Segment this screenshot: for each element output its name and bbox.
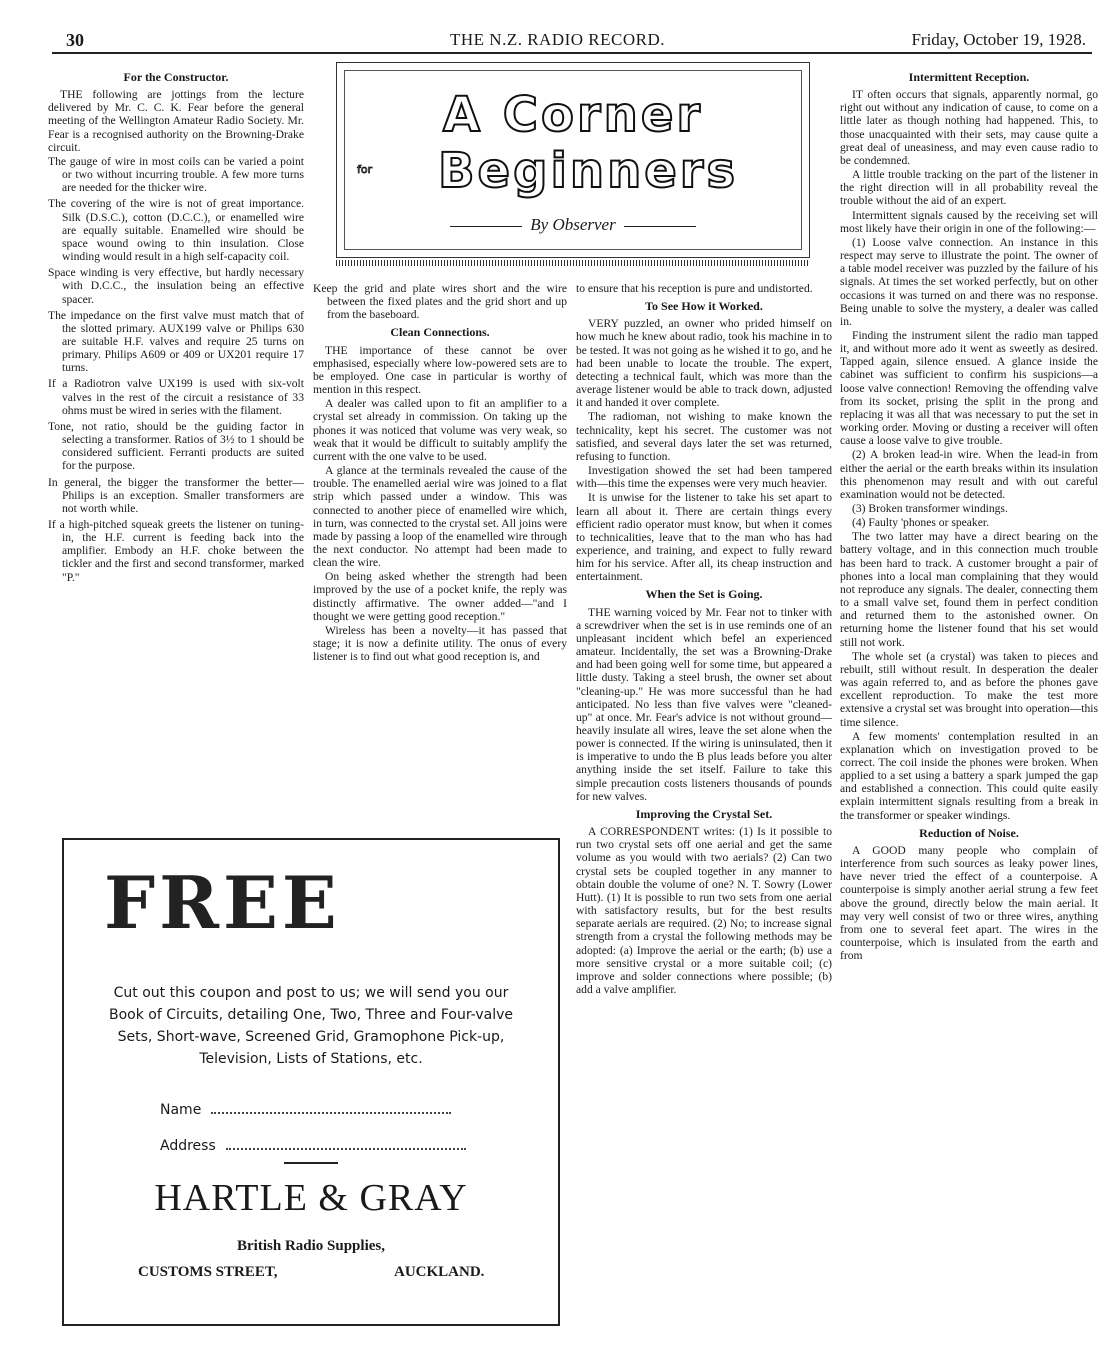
column-lead-text: to ensure that his reception is pure and undistorted. <box>576 282 813 295</box>
article-paragraph: The two latter may have a direct bearing on the battery voltage, and in this connection much trouble has been hard to track. A customer brought a pair of phones into a local man complaining that they would not reproduce any signals. The dealer, connecting them to a small valve set, found them in perfect condition and returned them to the astonished owner. On returning home the listener found that his set would still not work. <box>840 530 1098 649</box>
constructor-tip: The gauge of wire in most coils can be varied a point or two without incurring trouble. A few more turns are needed for the thicker wire. <box>48 154 304 195</box>
column-constructor <box>48 66 304 836</box>
column-lead-text: Keep the grid and plate wires short and the wire between the fixed plates and the grid short and up from the baseboard. <box>313 282 567 322</box>
article-paragraph: A dealer was called upon to fit an amplifier to a crystal set already in commission. On taking up the phones it was noticed that volume was very weak, so weak that it would be difficult to suitably amplify the current with the one valve to be used. <box>313 397 567 463</box>
article-paragraph: (4) Faulty 'phones or speaker. <box>852 516 989 530</box>
constructor-tip: The impedance on the first valve must match that of the slotted primary. AUX199 valve or Philips 630 are suitable H.F. valves and require 25 turns on primary. Philips A609 or 409 or UX201 require 17 turns. <box>48 308 304 375</box>
issue-date: Friday, October 19, 1928. <box>911 30 1086 49</box>
byline-rule-right <box>624 226 696 227</box>
section-heading-clean-connections: Clean Connections. <box>390 325 490 340</box>
article-paragraph: THE warning voiced by Mr. Fear not to tinker with a screwdriver when the set is in use reminds one of an unpleasant incident which befel an experienced amateur. Incidentally, the set was a Browning-Drake and had been going well for some time, but appeared a little dusty. Taking a steel brush, the owner set about "cleaning-up." He was more successful than he had anticipated. No less than five valves were "cleaned-up" at once. Mr. Fear's advice is not without ground—heavily insulate all wires, leave the set alone when the power is connected. If the wiring is uninsulated, then it is imperative to undo the B plus leads before you alter anything inside the set itself. Failure to take this simple precaution costs listeners thousands of pounds for new valves. <box>576 605 832 803</box>
section-heading-crystal-set: Improving the Crystal Set. <box>635 806 773 821</box>
constructor-tip: Space winding is very effective, but hardly necessary with D.C.C., the insulation being an effective spacer. <box>48 266 304 306</box>
feature-title-box <box>336 62 810 258</box>
section-heading-reduction-noise: Reduction of Noise. <box>919 825 1019 840</box>
free-coupon-advert <box>62 838 560 1326</box>
coupon-address-label: Address <box>160 1138 216 1154</box>
advert-company-name: HARTLE & GRAY <box>154 1177 468 1219</box>
article-paragraph: A GOOD many people who complain of interference from such sources as leaky power lines, have never tried the effect of a counterpoise. A counterpoise is simply another aerial strung a few feet above the ground, directly below the main aerial. It may very well consist of two or three wires, anything from one to several feet apart. The wires in the counterpoise, which is insulated from the earth and from <box>840 843 1098 963</box>
advert-tagline: British Radio Supplies, <box>237 1238 385 1254</box>
article-paragraph: (1) Loose valve connection. An instance in this respect may serve to illustrate the point. The owner of a table model receiver was puzzled by the failure of his signals. At times the set worked perfectly, but on other occasions it was turned on and there was no response. Being unable to solve the mystery, a dealer was called in. <box>840 235 1098 328</box>
publication-title: THE N.Z. RADIO RECORD. <box>450 30 665 49</box>
article-paragraph: (3) Broken transformer windings. <box>852 502 1008 515</box>
constructor-tip: Tone, not ratio, should be the guiding factor in selecting a transformer. Ratios of 3½ to 1 should be considered sufficient. Ferranti products are suited for the purpose. <box>48 419 304 473</box>
coupon-address-line <box>160 1138 466 1154</box>
page-number: 30 <box>66 30 84 50</box>
section-heading-how-it-worked: To See How it Worked. <box>645 299 763 314</box>
article-paragraph: IT often occurs that signals, apparently normal, go right out without any indication of cause, to come on a little later as though nothing had happened. This, to those unacquainted with their sets, may cause quite a great deal of uneasiness, and may even cause radio to be condemned. <box>840 88 1098 167</box>
advert-body: Cut out this coupon and post to us; we will send you our Book of Circuits, detailing One, Two, Three and Four-valve Sets, Short-wave, Screened Grid, Gramophone Pick-up, Television, Lists of Stations, etc. <box>108 985 514 1067</box>
column-how-it-worked <box>576 282 832 1322</box>
article-paragraph: Intermittent signals caused by the receiving set will most likely have their origin in one of the following:— <box>840 208 1098 235</box>
article-paragraph: A few moments' contemplation resulted in an explanation which on investigation proved to be correct. The coil inside the phones were broken. When applied to a set using a battery a spark jumped the gap and established a connection. This could quite easily explain intermittent signals resulting from a break in the transformer or speaker windings. <box>840 729 1098 822</box>
coupon-name-label: Name <box>160 1102 202 1118</box>
column-intermittent-reception <box>840 66 1098 1326</box>
constructor-tip: If a Radiotron valve UX199 is used with six-volt valves in the rest of the circuit a resistance of 33 ohms must be wired in series with the filament. <box>48 377 304 417</box>
header-rule <box>52 52 1092 54</box>
coupon-name-field[interactable] <box>211 1112 451 1114</box>
byline-rule-left <box>450 226 522 227</box>
constructor-intro: THE following are jottings from the lecture delivered by Mr. C. C. K. Fear before the general meeting of the Wellington Amateur Radio Society. Mr. Fear is a recognised authority on the Browning-Drake circuit. <box>48 88 304 154</box>
column-clean-connections <box>313 282 567 830</box>
article-paragraph: On being asked whether the strength had been improved by the use of a pocket knife, the reply was distinctly affirmative. The owner added—"and I thought we were getting good reception." <box>313 570 567 623</box>
page-header <box>60 30 1090 52</box>
article-paragraph: Investigation showed the set had been tampered with—this time the expenses were very much heavier. <box>576 464 832 491</box>
feature-title-line1: A Corner <box>442 87 704 143</box>
article-paragraph: THE importance of these cannot be over emphasised, especially where low-powered sets are to be employed. One case in particular is worthy of mention in this respect. <box>313 343 567 397</box>
feature-byline <box>337 215 809 235</box>
title-hatch-rule <box>336 260 810 266</box>
advert-street: CUSTOMS STREET, <box>138 1264 278 1280</box>
article-paragraph: The whole set (a crystal) was taken to pieces and rebuilt, still without result. In desperation the dealer was again referred to, and as before the phones gave excellent reproduction. To make the test more extensive a crystal set was brought into operation—this time silence. <box>840 649 1098 729</box>
article-paragraph: A CORRESPONDENT writes: (1) Is it possible to run two crystal sets off one aerial and get the same volume as you would with two aerials? (2) Can two crystal sets be coupled together in any manner to obtain double the volume of one? N. T. Sowry (Lower Hutt). (1) It is possible to run two sets from one aerial with satisfactory results, but for the best results separate aerials are required. (2) No; to increase signal strength from a crystal the following methods may be adopted: (a) Improve the aerial or the earth; (b) use a more sensitive crystal or a more suitable coil; (c) improve and solder connections where possible; (b) add a valve amplifier. <box>576 825 832 996</box>
advert-headline: FREE <box>104 860 341 945</box>
article-paragraph: A glance at the terminals revealed the cause of the trouble. The enamelled aerial wire was joined to a flat strip which passed under a window. This was connected to another piece of enamelled wire which, in turn, was connected to the crystal set. All joins were made by passing a loop of the enamelled wire through the next conductor. No attempt had been made to clean the wire. <box>313 464 567 570</box>
advert-city: AUCKLAND. <box>394 1264 485 1280</box>
feature-title-line2: Beginners <box>437 143 739 199</box>
article-paragraph: A little trouble tracking on the part of the listener in the right direction will in all probability reveal the trouble without the aid of an expert. <box>840 168 1098 208</box>
feature-title-for: for <box>357 163 373 176</box>
article-paragraph: It is unwise for the listener to take his set apart to learn all about it. There are certain things every efficient radio operator must know, but when it comes to technicalities, leave that to the man who has had experience, and training, and expect to fully reward him for his service. After all, its cheap instruction and entertainment. <box>576 491 832 584</box>
constructor-tip: In general, the bigger the transformer the better—Philips is an exception. Smaller transformers are not worth while. <box>48 475 304 515</box>
article-paragraph: The radioman, not wishing to make known the technicality, kept his secret. The customer was not satisfied, and several days later the set was returned, refusing to function. <box>576 410 832 463</box>
article-paragraph: Wireless has been a novelty—it has passed that stage; it is now a definite utility. The onus of every listener is to find out what good reception is, and <box>313 623 567 664</box>
section-heading-intermittent: Intermittent Reception. <box>908 70 1030 84</box>
coupon-address-field[interactable] <box>226 1148 466 1150</box>
constructor-tips-list <box>48 155 304 584</box>
advert-divider <box>284 1162 338 1164</box>
section-heading-constructor: For the Constructor. <box>123 70 229 84</box>
article-paragraph: VERY puzzled, an owner who prided himself on how much he knew about radio, took his machine in to be tested. It was not going as he wished it to go, and he had been unable to locate the trouble. The expert, detecting a technical fault, which was more than the average listener would be able to track down, adjusted it and handed it over complete. <box>576 317 832 410</box>
constructor-tip: If a high-pitched squeak greets the listener on tuning-in, the H.F. current is feeding back into the amplifier. Embody an H.F. choke between the tickler and the first and second transformer, marked "P." <box>48 518 304 584</box>
coupon-name-line <box>160 1102 451 1118</box>
constructor-tip: The covering of the wire is not of great importance. Silk (D.S.C.), cotton (D.C.C.), or enamelled wire are equally suitable. Enamelled wire should be space wound owing to thin insulation. Close winding would result in a high self-capacity coil. <box>48 197 304 264</box>
byline-text: By Observer <box>530 215 616 234</box>
section-heading-set-going: When the Set is Going. <box>645 587 763 602</box>
article-paragraph: Finding the instrument silent the radio man tapped it, and without more ado it went as sweetly as desired. Tapped again, silence ensued. A glance inside the cabinet was sufficient to confirm his suspicions—a loose valve connection! Removing the offending valve from its socket, prising the split in the prong and replacing it was all that was necessary to put the set in working order. Moving or dusting a receiver will often cause a loose valve to give trouble. <box>840 328 1098 448</box>
article-paragraph: (2) A broken lead-in wire. When the lead-in from either the aerial or the earth breaks within its insulation this phenomenon may result and with out careful examination would not be detected. <box>840 448 1098 501</box>
